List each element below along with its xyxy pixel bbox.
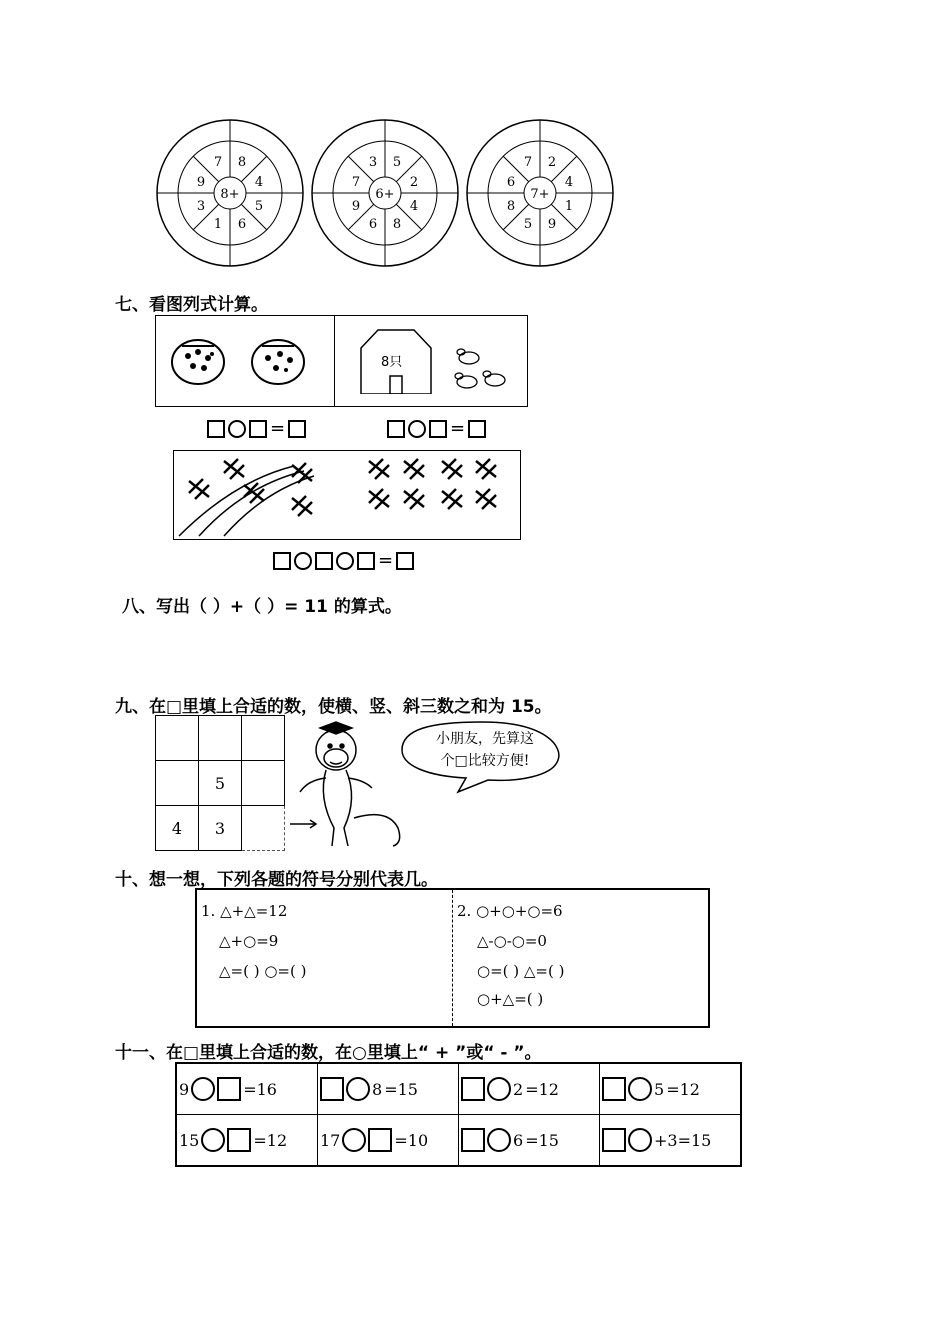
- answer-box[interactable]: [468, 420, 486, 438]
- bubble-line-1: 小朋友，先算这: [436, 731, 534, 747]
- operator-circle[interactable]: [228, 420, 246, 438]
- answer-box[interactable]: [227, 1128, 251, 1152]
- cell-number: 2: [513, 1079, 524, 1099]
- answer-box[interactable]: [602, 1077, 626, 1101]
- answer-box[interactable]: [273, 552, 291, 570]
- wheel-number: 1: [213, 217, 223, 232]
- answer-box[interactable]: [207, 420, 225, 438]
- number-wheel-2: [310, 118, 460, 268]
- equation-blank-2: [387, 418, 486, 439]
- wheel-number: 4: [409, 199, 419, 214]
- cell-number: 6: [513, 1130, 524, 1150]
- puzzle-2-line-4: ○+△=( ): [477, 990, 544, 1008]
- rabbits-icon: [451, 338, 511, 393]
- monkey-illustration: [288, 718, 413, 850]
- cell-number: 17: [320, 1130, 341, 1150]
- grid-cell[interactable]: [242, 761, 285, 806]
- grid-cell[interactable]: [242, 716, 285, 761]
- puzzle-1-line-3: △=( ) ○=( ): [219, 962, 307, 980]
- operator-circle[interactable]: [487, 1128, 511, 1152]
- section-9-heading: 九、在□里填上合适的数，使横、竖、斜三数之和为 15。: [115, 697, 552, 717]
- operator-circle[interactable]: [487, 1077, 511, 1101]
- table-cell: [318, 1115, 459, 1167]
- wheel-number: 8: [392, 217, 402, 232]
- cell-result: =12: [525, 1079, 559, 1099]
- table-cell: [600, 1063, 742, 1115]
- wheel-number: 6: [237, 217, 247, 232]
- equals-sign: =: [450, 418, 466, 439]
- wheel-drawing: [155, 118, 305, 268]
- wheel-number: 9: [196, 175, 206, 190]
- table-cell: [600, 1115, 742, 1167]
- speech-bubble-text: [415, 728, 555, 772]
- wheel-number: 4: [254, 175, 264, 190]
- answer-box[interactable]: [461, 1128, 485, 1152]
- answer-box[interactable]: [602, 1128, 626, 1152]
- wheel-number: 8: [506, 199, 516, 214]
- table-cell: [318, 1063, 459, 1115]
- answer-box[interactable]: [315, 552, 333, 570]
- section-8-heading: 八、写出（ ）+（ ）= 11 的算式。: [122, 597, 402, 617]
- answer-box[interactable]: [461, 1077, 485, 1101]
- operator-circle[interactable]: [191, 1077, 215, 1101]
- answer-box[interactable]: [217, 1077, 241, 1101]
- wheel-number: 2: [547, 155, 557, 170]
- picture-panel-fish-rabbits: [155, 315, 528, 407]
- grid-cell-highlighted[interactable]: [242, 806, 285, 851]
- wheel-number: 3: [368, 155, 378, 170]
- grid-cell: 3: [199, 806, 242, 851]
- cell-result: =12: [666, 1079, 700, 1099]
- answer-box[interactable]: [357, 552, 375, 570]
- operator-circle[interactable]: [201, 1128, 225, 1152]
- cell-number: 9: [179, 1079, 190, 1099]
- cell-number: 8: [372, 1079, 383, 1099]
- grid-cell[interactable]: [156, 716, 199, 761]
- cell-result: =15: [384, 1079, 418, 1099]
- wheel-number: 6: [506, 175, 516, 190]
- table-cell: [176, 1063, 318, 1115]
- wheel-drawing: [310, 118, 460, 268]
- wheel-center: 7+: [530, 187, 550, 202]
- wheel-number: 7: [523, 155, 533, 170]
- operator-circle[interactable]: [628, 1077, 652, 1101]
- grid-cell[interactable]: [156, 761, 199, 806]
- cell-number: 15: [179, 1130, 200, 1150]
- operator-circle[interactable]: [294, 552, 312, 570]
- equals-sign: =: [270, 418, 286, 439]
- operator-circle[interactable]: [628, 1128, 652, 1152]
- grid-cell[interactable]: [199, 716, 242, 761]
- wheel-number: 1: [564, 199, 574, 214]
- operator-circle[interactable]: [342, 1128, 366, 1152]
- answer-box[interactable]: [249, 420, 267, 438]
- answer-box[interactable]: [396, 552, 414, 570]
- wheel-number: 4: [564, 175, 574, 190]
- number-wheel-3: [465, 118, 615, 268]
- picture-panel-dragonflies: [173, 450, 521, 540]
- puzzle-2-line-1: 2. ○+○+○=6: [457, 902, 563, 920]
- answer-box[interactable]: [320, 1077, 344, 1101]
- puzzle-2-line-3: ○=( ) △=( ): [477, 962, 565, 980]
- table-cell: [176, 1115, 318, 1167]
- wheel-number: 5: [523, 217, 533, 232]
- equation-blank-1: [207, 418, 306, 439]
- puzzle-1-line-1: 1. △+△=12: [201, 902, 288, 920]
- wheel-number: 5: [392, 155, 402, 170]
- cell-result: =12: [253, 1130, 288, 1150]
- wheel-number: 7: [213, 155, 223, 170]
- cell-number: 5: [654, 1079, 665, 1099]
- cell-result: +3=15: [654, 1130, 712, 1150]
- wheel-number: 9: [547, 217, 557, 232]
- answer-box[interactable]: [288, 420, 306, 438]
- magic-square-grid: [155, 715, 285, 851]
- symbol-puzzle-box: [195, 888, 710, 1028]
- bubble-line-2: 个□比较方便!: [440, 753, 530, 769]
- table-cell: [459, 1115, 600, 1167]
- number-wheel-1: [155, 118, 305, 268]
- wheel-center: 6+: [375, 187, 395, 202]
- wheel-number: 3: [196, 199, 206, 214]
- puzzle-2-line-2: △-○-○=0: [477, 932, 547, 950]
- grid-cell: 4: [156, 806, 199, 851]
- operator-circle[interactable]: [408, 420, 426, 438]
- cell-result: =16: [243, 1079, 277, 1099]
- operator-circle[interactable]: [336, 552, 354, 570]
- answer-box[interactable]: [387, 420, 405, 438]
- wheel-drawing: [465, 118, 615, 268]
- dragonflies-icon: [174, 451, 520, 539]
- grid-cell: 5: [199, 761, 242, 806]
- fill-in-table: [175, 1062, 742, 1167]
- operator-circle[interactable]: [346, 1077, 370, 1101]
- answer-box[interactable]: [429, 420, 447, 438]
- equation-blank-3: [273, 550, 414, 571]
- cell-result: =10: [394, 1130, 429, 1150]
- cell-result: =15: [525, 1130, 559, 1150]
- wheel-number: 2: [409, 175, 419, 190]
- wheel-number: 6: [368, 217, 378, 232]
- section-7-heading: 七、看图列式计算。: [115, 295, 268, 315]
- table-cell: [459, 1063, 600, 1115]
- wheel-number: 7: [351, 175, 361, 190]
- fishbowl-icon: [168, 334, 318, 394]
- puzzle-1-line-2: △+○=9: [219, 932, 279, 950]
- wheel-center: 8+: [220, 187, 240, 202]
- section-10-heading: 十、想一想，下列各题的符号分别代表几。: [115, 870, 438, 890]
- answer-box[interactable]: [368, 1128, 392, 1152]
- house-label: 8只: [381, 355, 403, 370]
- wheel-number: 9: [351, 199, 361, 214]
- wheel-number: 8: [237, 155, 247, 170]
- wheel-number: 5: [254, 199, 264, 214]
- section-11-heading: 十一、在□里填上合适的数，在○里填上“ + ”或“ - ”。: [115, 1043, 542, 1063]
- equals-sign: =: [378, 550, 394, 571]
